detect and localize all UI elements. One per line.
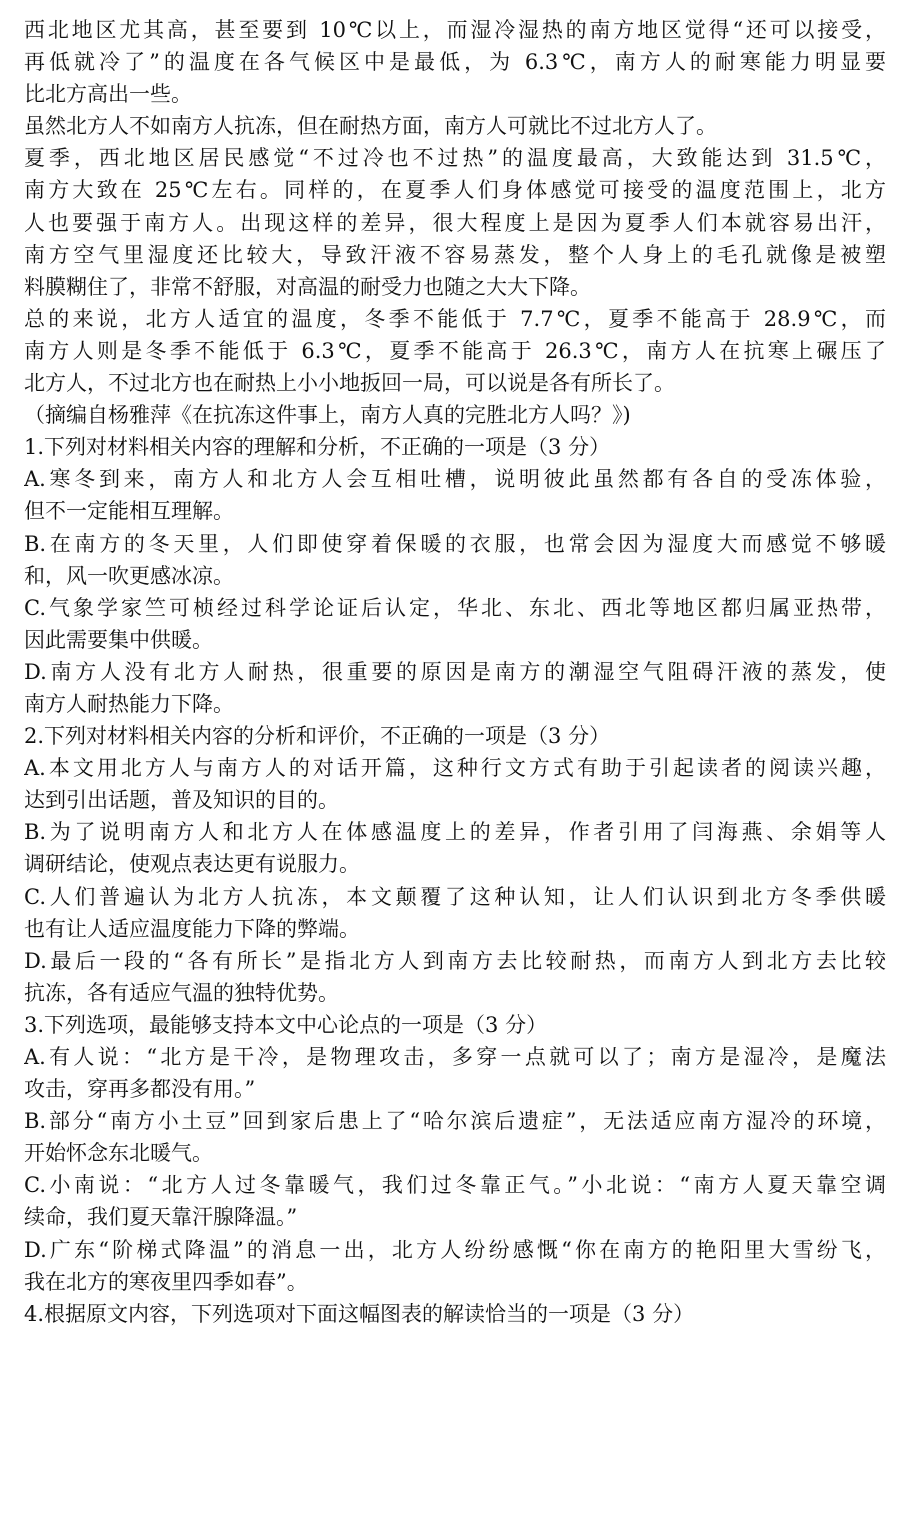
option-line: B.在南方的冬天里，人们即使穿着保暖的衣服，也常会因为湿度大而感觉不够暖 <box>24 531 886 556</box>
option-line: 续命，我们夏天靠汗腺降温。” <box>24 1205 298 1230</box>
source-citation: （摘编自杨雅萍《在抗冻这件事上，南方人真的完胜北方人吗？》) <box>24 403 631 428</box>
option-b[interactable] <box>24 1105 886 1169</box>
question-stem: 3.下列选项，最能够支持本文中心论点的一项是（3 分） <box>24 1012 548 1037</box>
option-line: 开始怀念东北暖气。 <box>24 1141 213 1166</box>
paragraph-1 <box>24 14 886 110</box>
question-4 <box>24 1298 886 1330</box>
option-a[interactable] <box>24 752 886 816</box>
option-line: 达到引出话题，普及知识的目的。 <box>24 788 339 813</box>
text-line: 总的来说，北方人适宜的温度，冬季不能低于 7.7℃，夏季不能高于 28.9℃，而 <box>24 306 886 331</box>
question-1 <box>24 431 886 720</box>
option-d[interactable] <box>24 1234 886 1298</box>
option-a[interactable] <box>24 463 886 527</box>
option-line: A.有人说：“北方是干冷，是物理攻击，多穿一点就可以了；南方是湿冷，是魔法 <box>24 1045 886 1069</box>
paragraph-2 <box>24 110 886 142</box>
option-line: B.部分“南方小土豆”回到家后患上了“哈尔滨后遗症”，无法适应南方湿冷的环境， <box>24 1109 886 1134</box>
option-line: D.最后一段的“各有所长”是指北方人到南方去比较耐热，而南方人到北方去比较 <box>24 948 886 973</box>
text-line: 南方空气里湿度还比较大，导致汗液不容易蒸发，整个人身上的毛孔就像是被塑 <box>24 242 886 267</box>
text-line: 虽然北方人不如南方人抗冻，但在耐热方面，南方人可就比不过北方人了。 <box>24 114 717 139</box>
option-line: 调研结论，使观点表达更有说服力。 <box>24 852 360 877</box>
paragraph-3 <box>24 142 886 302</box>
option-line: C.气象学家竺可桢经过科学论证后认定，华北、东北、西北等地区都归属亚热带， <box>24 595 886 620</box>
option-line: C.人们普遍认为北方人抗冻，本文颠覆了这种认知，让人们认识到北方冬季供暖 <box>24 884 886 909</box>
text-line: 夏季，西北地区居民感觉“不过冷也不过热”的温度最高，大致能达到 31.5℃， <box>24 146 886 171</box>
option-b[interactable] <box>24 816 886 880</box>
paragraph-4 <box>24 303 886 399</box>
text-line: 比北方高出一些。 <box>24 82 192 107</box>
option-d[interactable] <box>24 945 886 1009</box>
question-stem: 4.根据原文内容，下列选项对下面这幅图表的解读恰当的一项是（3 分） <box>24 1301 695 1326</box>
option-line: 但不一定能相互理解。 <box>24 499 234 524</box>
option-line: 也有让人适应温度能力下降的弊端。 <box>24 916 360 941</box>
option-line: D.广东“阶梯式降温”的消息一出，北方人纷纷感慨“你在南方的艳阳里大雪纷飞， <box>24 1237 886 1262</box>
option-line: D.南方人没有北方人耐热，很重要的原因是南方的潮湿空气阻碍汗液的蒸发，使 <box>24 659 886 684</box>
option-line: A.寒冬到来，南方人和北方人会互相吐槽，说明彼此虽然都有各自的受冻体验， <box>24 467 886 492</box>
question-stem: 2.下列对材料相关内容的分析和评价，不正确的一项是（3 分） <box>24 724 611 749</box>
option-d[interactable] <box>24 656 886 720</box>
option-line: 抗冻，各有适应气温的独特优势。 <box>24 980 339 1005</box>
text-line: 北方人，不过北方也在耐热上小小地扳回一局，可以说是各有所长了。 <box>24 371 675 396</box>
option-c[interactable] <box>24 881 886 945</box>
option-line: 攻击，穿再多都没有用。” <box>24 1077 256 1102</box>
question-3 <box>24 1009 886 1298</box>
option-line: C.小南说：“北方人过冬靠暖气，我们过冬靠正气。”小北说：“南方人夏天靠空调 <box>24 1173 886 1198</box>
option-line: 和，风一吹更感冰凉。 <box>24 563 234 588</box>
text-line: 南方大致在 25℃左右。同样的，在夏季人们身体感觉可接受的温度范围上，北方 <box>24 178 886 203</box>
option-line: B.为了说明南方人和北方人在体感温度上的差异，作者引用了闫海燕、余娟等人 <box>24 820 886 845</box>
text-line: 料膜糊住了，非常不舒服，对高温的耐受力也随之大大下降。 <box>24 274 591 299</box>
question-2 <box>24 720 886 1009</box>
option-line: A.本文用北方人与南方人的对话开篇，这种行文方式有助于引起读者的阅读兴趣， <box>24 756 886 781</box>
option-b[interactable] <box>24 528 886 592</box>
option-a[interactable] <box>24 1041 886 1105</box>
text-line: 南方人则是冬季不能低于 6.3℃，夏季不能高于 26.3℃，南方人在抗寒上碾压了 <box>24 338 886 363</box>
option-line: 因此需要集中供暖。 <box>24 627 213 652</box>
text-line: 再低就冷了”的温度在各气候区中是最低，为 6.3℃，南方人的耐寒能力明显要 <box>24 50 886 75</box>
option-line: 南方人耐热能力下降。 <box>24 691 234 716</box>
text-line: 西北地区尤其高，甚至要到 10℃以上，而湿冷湿热的南方地区觉得“还可以接受， <box>24 18 886 42</box>
option-line: 我在北方的寒夜里四季如春”。 <box>24 1269 308 1294</box>
option-c[interactable] <box>24 592 886 656</box>
option-c[interactable] <box>24 1169 886 1233</box>
question-stem: 1.下列对材料相关内容的理解和分析，不正确的一项是（3 分） <box>24 435 611 460</box>
text-line: 人也要强于南方人。出现这样的差异，很大程度上是因为夏季人们本就容易出汗， <box>24 210 886 235</box>
questions <box>24 431 886 1330</box>
passage <box>24 14 886 431</box>
